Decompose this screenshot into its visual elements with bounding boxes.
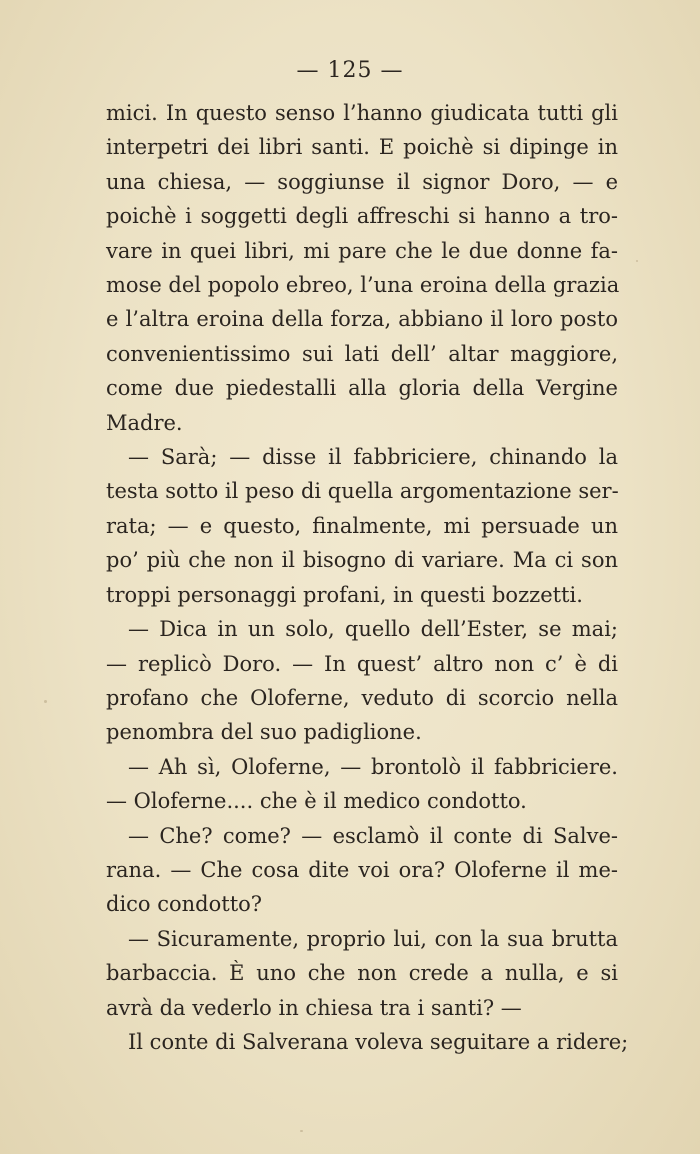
- paragraph: [106, 922, 618, 1025]
- text-line: Madre.: [106, 410, 183, 435]
- text-line: — Che? come? — esclamò il conte di Salve-: [128, 823, 618, 848]
- text-line: una chiesa, — soggiunse il signor Doro, — e: [106, 169, 618, 194]
- text-line: — Ah sì, Oloferne, — brontolò il fabbriciere.: [128, 754, 618, 779]
- text-line: poichè i soggetti degli affreschi si hanno a tro-: [106, 204, 618, 229]
- text-line: interpetri dei libri santi. E poichè si dipinge in: [106, 135, 618, 160]
- text-line: rana. — Che cosa dite voi ora? Oloferne il me-: [106, 857, 618, 882]
- paragraph: [106, 440, 618, 612]
- paragraph: [106, 96, 618, 440]
- text-line: e l’altra eroina della forza, abbiano il loro posto: [106, 307, 618, 332]
- foxing-spot: [636, 260, 638, 262]
- text-line: Il conte di Salverana voleva seguitare a ridere;: [128, 1029, 629, 1054]
- text-line: come due piedestalli alla gloria della Vergine: [106, 376, 618, 401]
- foxing-spot: [44, 700, 47, 703]
- text-line: mose del popolo ebreo, l’una eroina della grazia: [106, 273, 620, 298]
- text-line: testa sotto il peso di quella argomentazione ser-: [106, 479, 619, 504]
- text-line: — Dica in un solo, quello dell’Ester, se mai;: [128, 617, 618, 642]
- text-line: troppi personaggi profani, in questi bozzetti.: [106, 582, 583, 607]
- text-line: — Sicuramente, proprio lui, con la sua brutta: [128, 926, 618, 951]
- text-line: dico condotto?: [106, 892, 263, 917]
- foxing-spot: [300, 1130, 303, 1132]
- paragraph: [106, 750, 618, 819]
- text-line: — Sarà; — disse il fabbriciere, chinando la: [128, 445, 618, 470]
- text-line: rata; — e questo, finalmente, mi persuade un: [106, 513, 618, 538]
- text-line: convenientissimo sui lati dell’ altar maggiore,: [106, 341, 618, 366]
- body-text: [106, 96, 629, 1059]
- text-line: po’ più che non il bisogno di variare. Ma ci son: [106, 548, 618, 573]
- paragraph: [106, 819, 618, 922]
- text-line: — Oloferne.... che è il medico condotto.: [106, 789, 527, 814]
- text-line: mici. In questo senso l’hanno giudicata tutti gli: [106, 101, 618, 125]
- page-number: — 125 —: [296, 58, 404, 83]
- text-line: avrà da vederlo in chiesa tra i santi? —: [106, 995, 522, 1020]
- text-line: — replicò Doro. — In quest’ altro non c’ è di: [106, 651, 618, 676]
- paragraph: [106, 612, 618, 750]
- text-line: barbaccia. È uno che non crede a nulla, e si: [106, 961, 618, 986]
- text-line: profano che Oloferne, veduto di scorcio nella: [106, 685, 618, 710]
- text-line: penombra del suo padiglione.: [106, 720, 422, 745]
- paragraph: [106, 1025, 629, 1059]
- text-line: vare in quei libri, mi pare che le due donne fa-: [106, 238, 618, 263]
